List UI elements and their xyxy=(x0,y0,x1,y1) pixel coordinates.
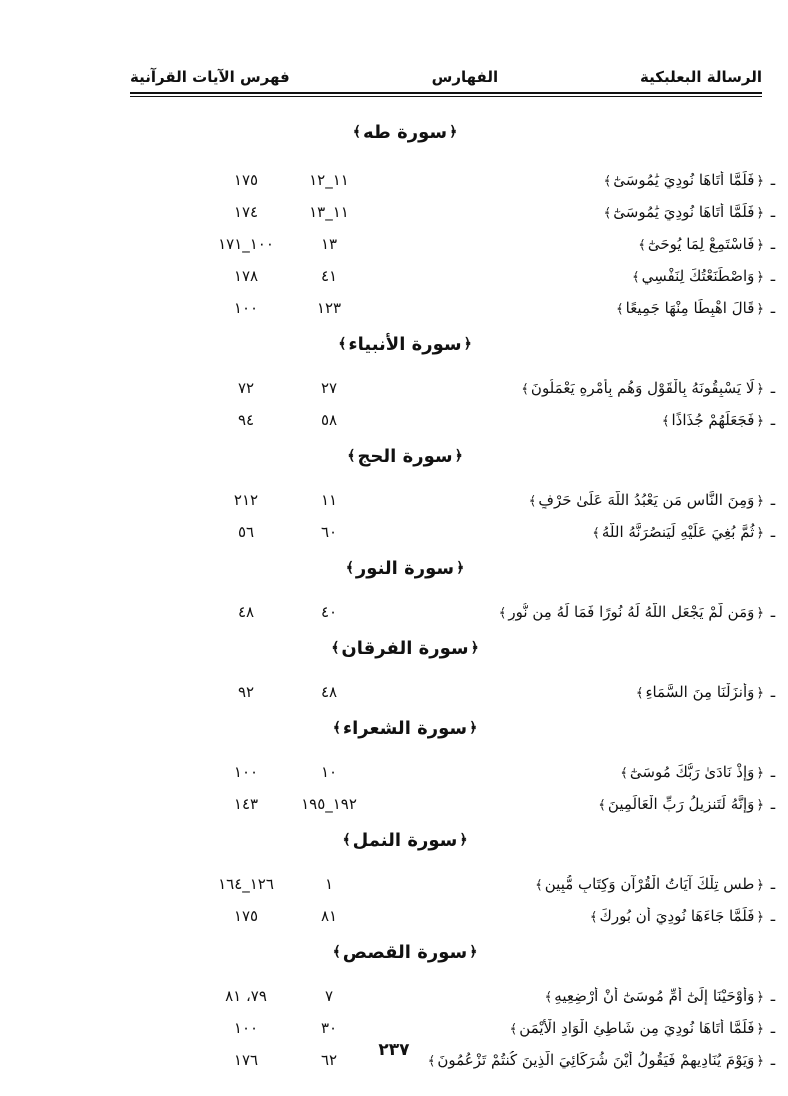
book-title: الرسالة البعلبكية xyxy=(640,68,762,86)
page-reference: ٥٦ xyxy=(237,523,255,541)
bracket-open: ﴿ xyxy=(756,382,764,397)
bracket-close: ﴾ xyxy=(498,606,507,621)
index-row xyxy=(130,596,780,628)
ayah-number: ١ xyxy=(324,875,334,893)
ayah-number: ١١ xyxy=(320,491,338,509)
ornament-open: ﴿ xyxy=(469,720,478,736)
entry-dash: ـ xyxy=(770,763,776,781)
index-row xyxy=(130,756,780,788)
spacer xyxy=(130,152,780,164)
sura-name: سورة القصص xyxy=(342,941,468,963)
verse-words: وَمَن لَّمْ يَجْعَلِ اللَّهُ لَهُ نُورًا فَمَا لَهُ مِن نُّورٍ xyxy=(508,603,755,621)
index-row xyxy=(130,404,780,436)
bracket-open: ﴿ xyxy=(756,910,764,925)
entry-dash: ـ xyxy=(770,491,776,509)
entry-dash: ـ xyxy=(770,987,776,1005)
bracket-close: ﴾ xyxy=(603,174,612,189)
spacer xyxy=(130,668,780,676)
page-reference: ١٧٥ xyxy=(233,907,259,925)
ornament-close: ﴾ xyxy=(331,640,340,656)
entry-dash: ـ xyxy=(770,203,776,221)
index-row xyxy=(130,676,780,708)
verse-words: قَالَ اهْبِطَا مِنْهَا جَمِيعًا xyxy=(625,299,755,317)
page-reference: ١٤٣ xyxy=(233,795,259,813)
ornament-close: ﴾ xyxy=(345,560,354,576)
bracket-open: ﴿ xyxy=(756,1022,764,1037)
index-row xyxy=(130,788,780,820)
spacer xyxy=(130,364,780,372)
index-row xyxy=(130,260,780,292)
bracket-open: ﴿ xyxy=(756,798,764,813)
index-row xyxy=(130,292,780,324)
verse-text xyxy=(366,603,766,621)
verse-text xyxy=(366,491,766,509)
bracket-open: ﴿ xyxy=(756,990,764,1005)
ayah-number: ٤٨ xyxy=(320,683,338,701)
ornament-close: ﴾ xyxy=(332,944,341,960)
sura-name: سورة الشعراء xyxy=(342,717,468,739)
page-reference: ١٢٦_١٦٤ xyxy=(218,875,274,893)
ayah-number: ١٩٢_١٩٥ xyxy=(301,795,357,813)
bracket-open: ﴿ xyxy=(756,686,764,701)
verse-text xyxy=(366,875,766,893)
bracket-close: ﴾ xyxy=(521,382,529,397)
verse-words: وَيَوْمَ يُنَادِيهِمْ فَيَقُولُ أَيْنَ شُرَكَائِيَ الَّذِينَ كُنتُمْ تَزْعُمُونَ xyxy=(437,1051,755,1069)
ayah-number: ٦٢ xyxy=(320,1051,338,1069)
entry-dash: ـ xyxy=(770,523,776,541)
page-reference: ٧٩، ٨١ xyxy=(225,987,267,1005)
index-row xyxy=(130,164,780,196)
verse-text xyxy=(366,795,766,813)
bracket-open: ﴿ xyxy=(756,494,764,509)
bracket-open: ﴿ xyxy=(756,206,764,221)
index-row xyxy=(130,868,780,900)
entry-dash: ـ xyxy=(770,267,776,285)
ornament-open: ﴿ xyxy=(456,560,465,576)
verse-words: وَاصْطَنَعْتُكَ لِنَفْسِي xyxy=(641,267,755,285)
entry-dash: ـ xyxy=(770,1051,776,1069)
entry-dash: ـ xyxy=(770,171,776,189)
ornament-close: ﴾ xyxy=(338,336,347,352)
entry-dash: ـ xyxy=(770,683,776,701)
verse-text xyxy=(366,299,766,317)
verse-text xyxy=(366,683,766,701)
verse-words: فَاسْتَمِعْ لِمَا يُوحَىٰٓ xyxy=(647,235,755,253)
verse-words: فَلَمَّا أَتَاهَا نُودِيَ يَٰمُوسَىٰٓ xyxy=(613,203,755,221)
page-reference: ١٧٨ xyxy=(233,267,259,285)
bracket-close: ﴾ xyxy=(598,798,606,813)
ornament-open: ﴿ xyxy=(469,944,478,960)
sura-title xyxy=(130,708,780,748)
bracket-open: ﴿ xyxy=(756,302,764,317)
spacer xyxy=(130,476,780,484)
bracket-open: ﴿ xyxy=(756,270,764,285)
verse-words: طس تِلْكَ آيَاتُ الْقُرْآنِ وَكِتَابٍ مُّبِينٍ xyxy=(544,875,755,893)
bracket-close: ﴾ xyxy=(632,270,640,285)
section-title: الفهارس xyxy=(431,68,499,86)
bracket-close: ﴾ xyxy=(616,302,624,317)
bracket-close: ﴾ xyxy=(535,878,543,893)
sura-name: سورة النمل xyxy=(352,829,458,851)
ornament-close: ﴾ xyxy=(352,124,361,140)
bracket-open: ﴿ xyxy=(756,238,764,253)
ayah-number: ١١_١٣ xyxy=(309,203,349,221)
verse-index xyxy=(130,112,780,1076)
bracket-close: ﴾ xyxy=(427,1054,436,1069)
bracket-open: ﴿ xyxy=(756,1054,764,1069)
bracket-close: ﴾ xyxy=(635,686,644,701)
ornament-close: ﴾ xyxy=(332,720,341,736)
ornament-open: ﴿ xyxy=(449,124,458,140)
ayah-number: ٦٠ xyxy=(320,523,338,541)
bracket-close: ﴾ xyxy=(592,526,600,541)
verse-words: فَلَمَّا جَاءَهَا نُودِيَ أَن بُورِكَ xyxy=(599,907,755,925)
bracket-open: ﴿ xyxy=(756,174,764,189)
bracket-open: ﴿ xyxy=(756,526,764,541)
bracket-close: ﴾ xyxy=(620,766,628,781)
ayah-number: ٢٧ xyxy=(320,379,338,397)
ornament-close: ﴾ xyxy=(342,832,351,848)
index-row xyxy=(130,516,780,548)
page-reference: ١٧٦ xyxy=(233,1051,259,1069)
ayah-number: ١٠ xyxy=(320,763,338,781)
entry-dash: ـ xyxy=(770,411,776,429)
ornament-open: ﴿ xyxy=(470,640,479,656)
entry-dash: ـ xyxy=(770,875,776,893)
sura-title xyxy=(130,548,780,588)
entry-dash: ـ xyxy=(770,795,776,813)
index-title: فهرس الآيات القرآنية xyxy=(130,68,290,86)
verse-text xyxy=(366,171,766,189)
sura-title xyxy=(130,112,780,152)
bracket-close: ﴾ xyxy=(603,206,612,221)
verse-words: وَأَنزَلْنَا مِنَ السَّمَاءِ xyxy=(645,683,755,701)
spacer xyxy=(130,748,780,756)
page-reference: ٩٤ xyxy=(237,411,255,429)
header-rule xyxy=(130,92,762,94)
bracket-close: ﴾ xyxy=(638,238,646,253)
page-reference: ٩٢ xyxy=(237,683,255,701)
bracket-open: ﴿ xyxy=(756,606,764,621)
page-reference: ٢١٢ xyxy=(233,491,259,509)
verse-text xyxy=(366,203,766,221)
verse-text xyxy=(366,907,766,925)
ayah-number: ٤١ xyxy=(320,267,338,285)
bracket-close: ﴾ xyxy=(544,990,553,1005)
ayah-number: ١١_١٢ xyxy=(309,171,349,189)
bracket-close: ﴾ xyxy=(661,414,670,429)
ayah-number: ٨١ xyxy=(320,907,338,925)
verse-words: لَا يَسْبِقُونَهُ بِالْقَوْلِ وَهُم بِأَمْرِهِ يَعْمَلُونَ xyxy=(530,379,755,397)
page-reference: ٤٨ xyxy=(237,603,255,621)
index-row xyxy=(130,372,780,404)
verse-text xyxy=(366,523,766,541)
running-header xyxy=(130,62,762,92)
page-number: ٢٣٧ xyxy=(378,1040,410,1060)
spacer xyxy=(130,972,780,980)
verse-words: فَلَمَّا أَتَاهَا نُودِيَ مِن شَاطِئِ الْوَادِ الْأَيْمَنِ xyxy=(519,1019,755,1037)
ayah-number: ١٣ xyxy=(320,235,338,253)
verse-text xyxy=(366,235,766,253)
verse-text xyxy=(366,763,766,781)
sura-title xyxy=(130,324,780,364)
bracket-open: ﴿ xyxy=(756,766,764,781)
verse-text xyxy=(366,1019,766,1037)
page-reference: ١٠٠ xyxy=(233,1019,259,1037)
ayah-number: ٤٠ xyxy=(320,603,338,621)
index-row xyxy=(130,980,780,1012)
index-row xyxy=(130,900,780,932)
header-rule-thin xyxy=(130,96,762,97)
bracket-close: ﴾ xyxy=(509,1022,518,1037)
page-reference: ١٧٤ xyxy=(233,203,259,221)
page-reference: ١٠٠_١٧١ xyxy=(218,235,274,253)
ornament-open: ﴿ xyxy=(454,448,463,464)
ayah-number: ٥٨ xyxy=(320,411,338,429)
sura-title xyxy=(130,628,780,668)
sura-title xyxy=(130,436,780,476)
bracket-close: ﴾ xyxy=(589,910,598,925)
verse-text xyxy=(366,987,766,1005)
sura-title xyxy=(130,820,780,860)
entry-dash: ـ xyxy=(770,379,776,397)
index-row xyxy=(130,484,780,516)
sura-name: سورة النور xyxy=(355,557,455,579)
entry-dash: ـ xyxy=(770,1019,776,1037)
verse-words: وَأَوْحَيْنَا إِلَىٰٓ أُمِّ مُوسَىٰٓ أَنْ أَرْضِعِيهِ xyxy=(554,987,755,1005)
page-reference: ٧٢ xyxy=(237,379,255,397)
ayah-number: ٧ xyxy=(324,987,334,1005)
ornament-open: ﴿ xyxy=(459,832,468,848)
verse-words: ثُمَّ بُغِيَ عَلَيْهِ لَيَنصُرَنَّهُ اللَّهُ xyxy=(601,523,755,541)
verse-words: فَجَعَلَهُمْ جُذَاذًا xyxy=(671,411,755,429)
verse-text xyxy=(366,379,766,397)
verse-words: فَلَمَّا أَتَاهَا نُودِيَ يَٰمُوسَىٰٓ xyxy=(613,171,755,189)
verse-text xyxy=(366,267,766,285)
sura-title xyxy=(130,932,780,972)
sura-name: سورة طه xyxy=(362,121,448,143)
ayah-number: ٣٠ xyxy=(320,1019,338,1037)
entry-dash: ـ xyxy=(770,299,776,317)
entry-dash: ـ xyxy=(770,235,776,253)
ornament-close: ﴾ xyxy=(347,448,356,464)
index-row xyxy=(130,196,780,228)
sura-name: سورة الفرقان xyxy=(341,637,469,659)
spacer xyxy=(130,588,780,596)
verse-words: وَإِذْ نَادَىٰ رَبُّكَ مُوسَىٰٓ xyxy=(629,763,755,781)
sura-name: سورة الأنبياء xyxy=(348,333,462,355)
entry-dash: ـ xyxy=(770,603,776,621)
page-reference: ١٧٥ xyxy=(233,171,259,189)
sura-name: سورة الحج xyxy=(357,445,453,467)
bracket-close: ﴾ xyxy=(528,494,537,509)
ayah-number: ١٢٣ xyxy=(316,299,342,317)
ornament-open: ﴿ xyxy=(463,336,472,352)
page-reference: ١٠٠ xyxy=(233,299,259,317)
page-reference: ١٠٠ xyxy=(233,763,259,781)
entry-dash: ـ xyxy=(770,907,776,925)
verse-text xyxy=(366,411,766,429)
verse-words: وَإِنَّهُ لَتَنزِيلُ رَبِّ الْعَالَمِينَ xyxy=(607,795,755,813)
bracket-open: ﴿ xyxy=(756,414,764,429)
bracket-open: ﴿ xyxy=(756,878,764,893)
verse-words: وَمِنَ النَّاسِ مَن يَعْبُدُ اللَّهَ عَلَىٰ حَرْفٍ xyxy=(538,491,755,509)
spacer xyxy=(130,860,780,868)
index-row xyxy=(130,228,780,260)
